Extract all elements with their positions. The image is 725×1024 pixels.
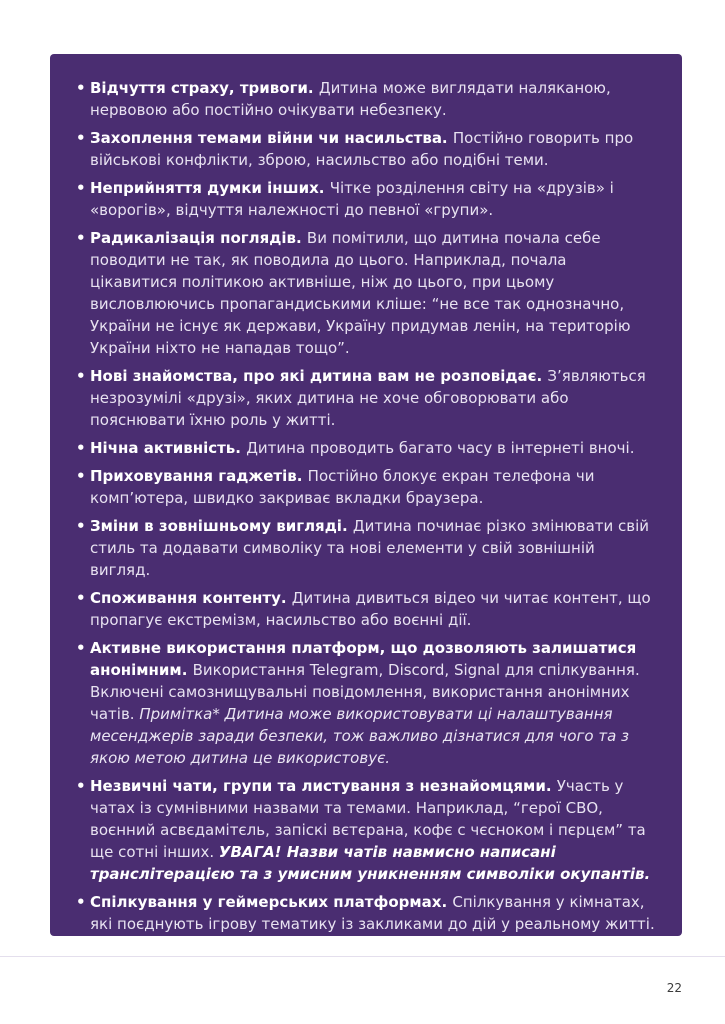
list-item <box>75 127 656 171</box>
text-segment-bold: Відчуття страху, тривоги. <box>90 79 319 97</box>
bullet-icon: • <box>76 129 86 147</box>
bullet-icon: • <box>76 229 86 247</box>
text-segment-bold-italic: УВАГА! Назви чатів навмисно написані транслітерацією та з умисним уникненням символіки окупантів. <box>90 843 651 883</box>
text-segment-regular: Постійно блокує екран телефона чи комп’ютера, швидко закриває вкладки браузера. <box>90 467 595 507</box>
warning-signs-list <box>75 77 656 935</box>
text-segment-regular: Участь у чатах із сумнівними назвами та темами. Наприклад, “герої СВО, воєнний асвєдамітєль, запіскі вєтєрана, кофє с чєсноком і пєрцєм” та ще сотні інших. <box>90 777 646 861</box>
bullet-icon: • <box>76 589 86 607</box>
list-item <box>75 465 656 509</box>
bullet-icon: • <box>76 179 86 197</box>
footer-divider <box>0 956 725 957</box>
bullet-icon: • <box>76 439 86 457</box>
bullet-icon: • <box>76 467 86 485</box>
text-segment-regular: Дитина проводить багато часу в інтернеті вночі. <box>246 439 635 457</box>
text-segment-regular: Дитина дивиться відео чи читає контент, що пропагує екстремізм, насильство або воєнні дії. <box>90 589 651 629</box>
text-segment-regular: Чітке розділення світу на «друзів» і «ворогів», відчуття належності до певної «групи». <box>90 179 614 219</box>
list-item <box>75 891 656 935</box>
text-segment-bold: Споживання контенту. <box>90 589 292 607</box>
text-segment-regular: Ви помітили, що дитина почала себе поводити не так, як поводила до цього. Наприклад, почала цікавитися політикою активніше, ніж до цього, при цьому висловлюючись пропагандиськими кліше: “не все так однозначно, України не існує як держави, Україну придумав ленін, на територію України ніхто не нападав тощо”. <box>90 229 631 357</box>
text-segment-regular: Постійно говорить про військові конфлікти, зброю, насильство або подібні теми. <box>90 129 634 169</box>
bullet-icon: • <box>76 893 86 911</box>
list-item <box>75 587 656 631</box>
text-segment-regular: З’являються незрозумілі «друзі», яких дитина не хоче обговорювати або пояснювати їхню роль у житті. <box>90 367 646 429</box>
text-segment-bold: Спілкування у геймерських платформах. <box>90 893 453 911</box>
warning-signs-panel <box>50 54 682 936</box>
bullet-icon: • <box>76 367 86 385</box>
text-segment-bold: Неприйняття думки інших. <box>90 179 330 197</box>
text-segment-bold: Радикалізація поглядів. <box>90 229 307 247</box>
bullet-icon: • <box>76 79 86 97</box>
text-segment-regular: Спілкування у кімнатах, які поєднують ігрову тематику із закликами до дій у реальному житті. <box>90 893 655 933</box>
text-segment-bold: Активне використання платформ, що дозволяють залишатися анонімним. <box>90 639 637 679</box>
text-segment-regular: Використання Telegram, Discord, Signal для спілкування. Включені самознищувальні повідомлення, використання анонімних чатів. <box>90 661 640 723</box>
page-number: 22 <box>666 981 682 995</box>
list-item <box>75 365 656 431</box>
text-segment-bold: Зміни в зовнішньому вигляді. <box>90 517 353 535</box>
list-item <box>75 637 656 769</box>
list-item <box>75 77 656 121</box>
text-segment-bold: Приховування гаджетів. <box>90 467 308 485</box>
text-segment-regular: Дитина може виглядати наляканою, нервовою або постійно очікувати небезпеку. <box>90 79 611 119</box>
text-segment-bold: Незвичні чати, групи та листування з незнайомцями. <box>90 777 557 795</box>
list-item <box>75 437 656 459</box>
text-segment-regular: Дитина починає різко змінювати свій стиль та додавати символіку та нові елементи у свій зовнішній вигляд. <box>90 517 650 579</box>
text-segment-bold: Захоплення темами війни чи насильства. <box>90 129 453 147</box>
list-item <box>75 177 656 221</box>
bullet-icon: • <box>76 639 86 657</box>
text-segment-bold: Нічна активність. <box>90 439 247 457</box>
bullet-icon: • <box>76 517 86 535</box>
list-item <box>75 227 656 359</box>
text-segment-italic: Примітка* Дитина може використовувати ці налаштування месенджерів заради безпеки, тож важливо дізнатися для чого та з якою метою дитина це використовує. <box>90 705 630 767</box>
list-item <box>75 775 656 885</box>
text-segment-bold: Нові знайомства, про які дитина вам не розповідає. <box>90 367 548 385</box>
bullet-icon: • <box>76 777 86 795</box>
list-item <box>75 515 656 581</box>
